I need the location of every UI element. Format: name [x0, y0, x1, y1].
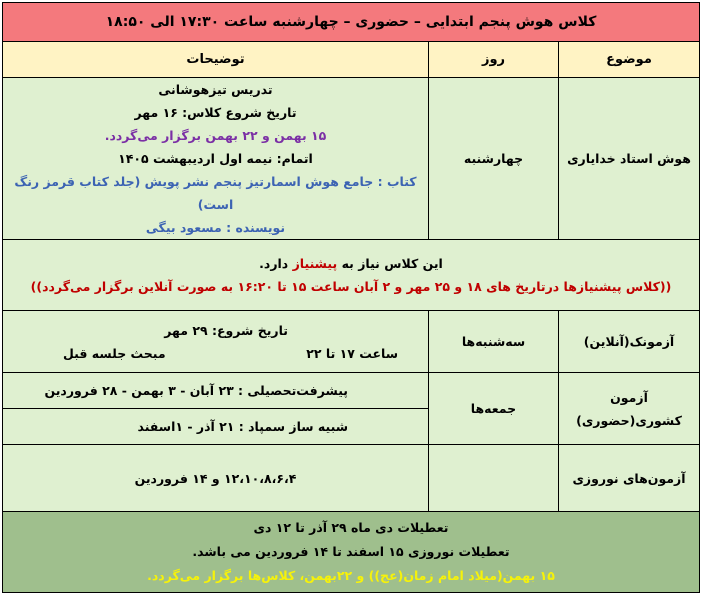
subject-national-l2: کشوری(حضوری) — [576, 412, 682, 428]
prereq-cell — [3, 240, 700, 311]
row-khodayari — [3, 78, 700, 240]
prereq-pre: این کلاس نیاز به — [341, 256, 443, 271]
quiz-time: ساعت ۱۷ تا ۲۲ — [306, 345, 398, 361]
desc-line-book: کتاب : جامع هوش اسمارتیز پنجم نشر پویش (جلد کتاب قرمز رنگ است) — [14, 174, 417, 212]
row-nowruz — [3, 445, 700, 512]
header-day: روز — [429, 42, 559, 78]
prereq-line — [3, 252, 699, 275]
desc-line-teaching: تدریس تیزهوشانی — [158, 82, 273, 97]
prereq-post: دارد. — [259, 256, 289, 271]
row-quiz — [3, 311, 700, 373]
desc-line-start: تاریخ شروع کلاس: ۱۶ مهر — [134, 105, 297, 120]
sampad-exam: شبیه ساز سمپاد : ۲۱ آذر - ۱اسفند — [3, 409, 429, 445]
row-holidays — [3, 512, 700, 593]
title-row — [3, 3, 700, 42]
desc-line-end: اتمام: نیمه اول اردیبهشت ۱۴۰۵ — [118, 151, 313, 166]
quiz-topic: مبحث جلسه قبل — [63, 345, 166, 361]
desc-line-bahman: ۱۵ بهمن و ۲۲ بهمن برگزار می‌گردد. — [104, 128, 327, 143]
subject-quiz: آزمونک(آنلاین) — [559, 311, 700, 373]
header-description: توضیحات — [3, 42, 429, 78]
day-nowruz — [429, 445, 559, 512]
subject-national — [559, 373, 700, 445]
holidays-dey: تعطیلات دی ماه ۲۹ آذر تا ۱۲ دی — [253, 520, 449, 535]
page-title: کلاس هوش پنجم ابتدایی – حضوری – چهارشنبه ساعت ۱۷:۳۰ الی ۱۸:۵۰ — [3, 3, 700, 42]
desc-khodayari — [3, 78, 429, 240]
holidays-cell — [3, 512, 700, 593]
subject-khodayari: هوش استاد خدایاری — [559, 78, 700, 240]
quiz-start: تاریخ شروع: ۲۹ مهر — [164, 322, 288, 338]
header-subject: موضوع — [559, 42, 700, 78]
prereq-note: ((کلاس پیشنیازها درتاریخ های ۱۸ و ۲۵ مهر و ۲ آبان ساعت ۱۵ تا ۱۶:۲۰ به صورت آنلاین برگزار می‌گردد)) — [30, 279, 672, 294]
header-row — [3, 42, 700, 78]
prereq-word: پیشنیاز — [292, 256, 338, 271]
subject-national-l1: آزمون — [610, 389, 648, 405]
day-fridays: جمعه‌ها — [429, 373, 559, 445]
schedule-table — [2, 2, 700, 593]
quiz-time-topic — [3, 342, 428, 365]
row-prereq — [3, 240, 700, 311]
desc-quiz — [3, 311, 429, 373]
progress-exam: پیشرفت‌تحصیلی : ۲۳ آبان - ۳ بهمن - ۲۸ فروردین — [3, 373, 429, 409]
day-tuesdays: سه‌شنبه‌ها — [429, 311, 559, 373]
day-wednesday: چهارشنبه — [429, 78, 559, 240]
nowruz-dates: ۱۲،۱۰،۸،۶،۴ و ۱۴ فروردین — [3, 445, 429, 512]
subject-nowruz: آزمون‌های نوروزی — [559, 445, 700, 512]
desc-line-author: نویسنده : مسعود بیگی — [145, 220, 286, 235]
holidays-nowruz: تعطیلات نوروزی ۱۵ اسفند تا ۱۴ فروردین می باشد. — [192, 544, 510, 559]
row-national-progress — [3, 373, 700, 409]
holidays-bahman: ۱۵ بهمن(میلاد امام زمان(عج)) و ۲۲بهمن، کلاس‌ها برگزار می‌گردد. — [147, 568, 555, 583]
